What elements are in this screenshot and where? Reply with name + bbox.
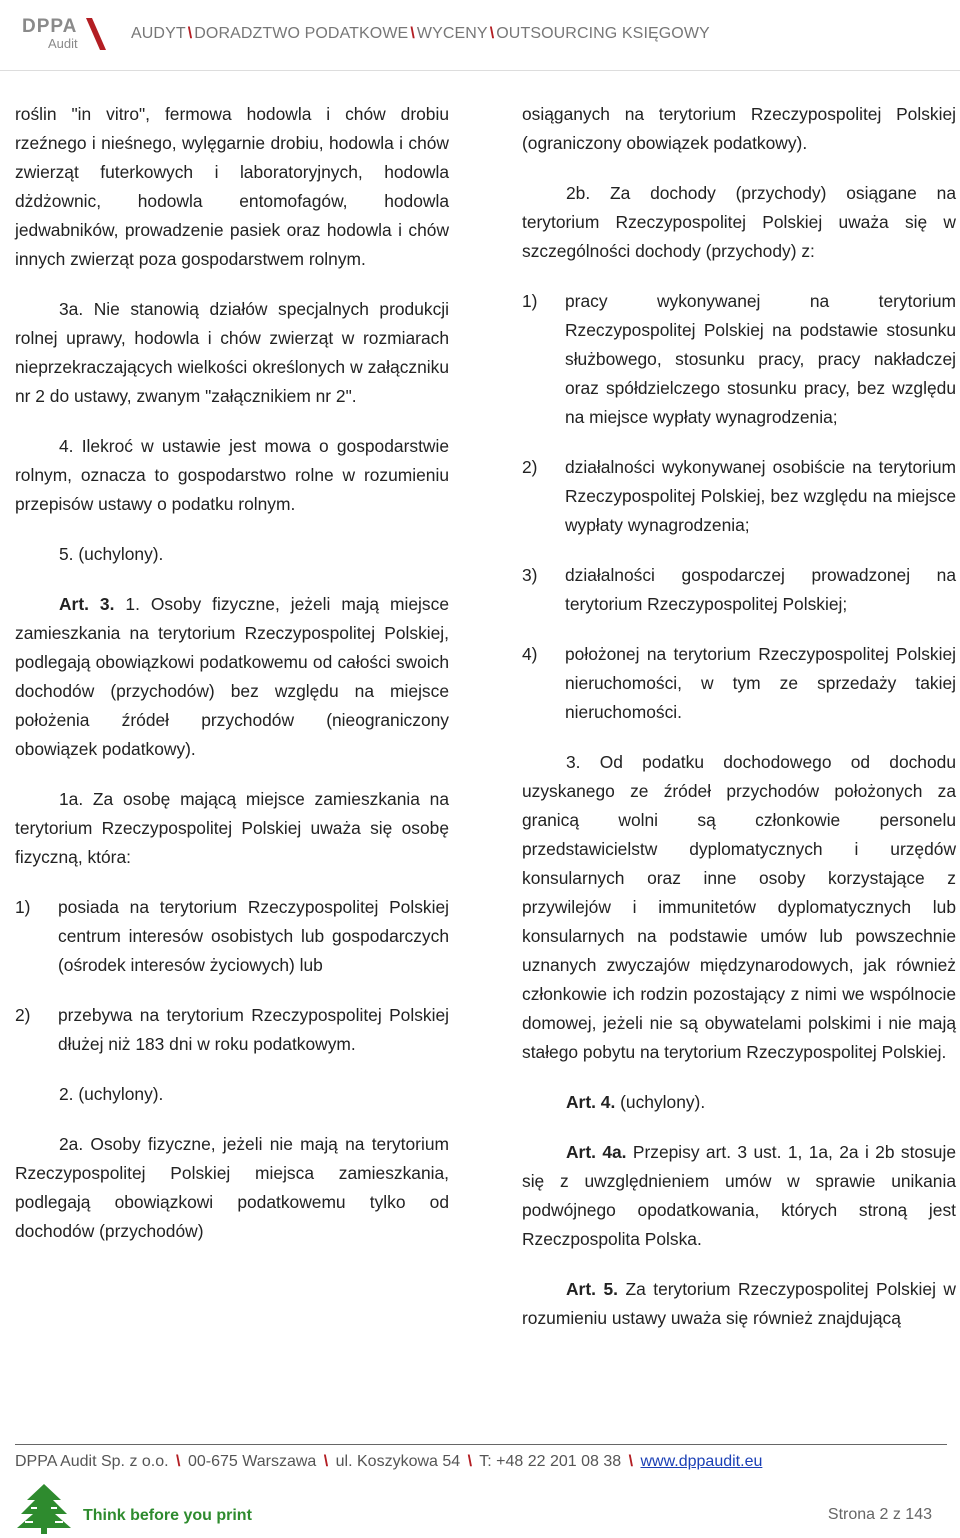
list-item [15,893,449,980]
footer-company: DPPA Audit Sp. z o.o. [15,1453,169,1470]
page-header [0,0,960,70]
eco-slogan: Think before you print [83,1507,252,1524]
list-item [522,287,956,432]
nav-separator: \ [410,25,415,42]
right-column [522,100,956,1354]
paragraph: 1a. Za osobę mającą miejsce zamieszkania na terytorium Rzeczypospolitej Polskiej uważa się osobę fizyczną, która: [15,789,449,867]
article-text: (uchylony). [615,1092,706,1112]
logo-slash-icon [80,14,110,54]
footer-phone: T: +48 22 201 08 38 [479,1453,622,1470]
paragraph: 3a. Nie stanowią działów specjalnych produkcji rolnej uprawy, hodowla i chów zwierząt w rozmiarach nieprzekraczających wielkości określonych w załączniku nr 2 do ustawy, zwanym "załącznikiem nr 2". [15,299,449,406]
list-number: 1) [522,291,538,311]
left-column [15,100,449,1267]
paragraph: 5. (uchylony). [59,544,164,564]
nav-item-audit[interactable]: AUDYT [131,25,186,42]
article-text: 1. Osoby fizyczne, jeżeli mają miejsce zamieszkania na terytorium Rzeczypospolitej Polskiej, podlegają obowiązkowi podatkowemu od całości swoich dochodów (przychodów) bez względu na miejsce położenia źródeł przychodów (nieograniczony obowiązek podatkowy). [15,594,449,759]
header-divider [0,70,960,71]
article-3-paragraph [15,590,449,764]
article-text: Przepisy art. 3 ust. 1, 1a, 2a i 2b stosuje się z uwzględnieniem umów w sprawie unikania podwójnego opodatkowania, których stroną jest Rzeczpospolita Polska. [522,1142,956,1249]
nav-separator: \ [489,25,495,42]
nav-item-accounting-outsourcing[interactable]: OUTSOURCING KSIĘGOWY [496,25,710,42]
article-label: Art. 4a. [566,1142,627,1162]
tree-icon [15,1482,73,1534]
list-item [15,1001,449,1059]
list-text: działalności wykonywanej osobiście na terytorium Rzeczypospolitej Polskiej, bez względu na miejsce wypłaty wynagrodzenia; [565,457,956,535]
footer-website-link[interactable]: www.dppaudit.eu [640,1453,763,1470]
article-4a-paragraph [522,1138,956,1254]
footer-street: ul. Koszykowa 54 [335,1453,461,1470]
footer-separator: \ [323,1453,329,1470]
list-number: 2) [522,457,538,477]
logo-sub-text: Audit [48,36,78,51]
article-4-paragraph [522,1088,956,1117]
paragraph: osiąganych na terytorium Rzeczypospolitej Polskiej (ograniczony obowiązek podatkowy). [522,104,956,153]
list-text: przebywa na terytorium Rzeczypospolitej Polskiej dłużej niż 183 dni w roku podatkowym. [58,1005,449,1054]
article-label: Art. 3. [59,594,115,614]
list-item [522,640,956,727]
footer-separator: \ [176,1453,181,1470]
list-text: działalności gospodarczej prowadzonej na terytorium Rzeczypospolitej Polskiej; [565,565,956,614]
list-text: pracy wykonywanej na terytorium Rzeczypospolitej Polskiej na podstawie stosunku służbowego, stosunku pracy, pracy nakładczej oraz spółdzielczego stosunku pracy, bez względu na miejsce wypłaty wynagrodzenia; [565,291,956,427]
footer-address: 00-675 Warszawa [187,1453,317,1470]
list-item [522,453,956,540]
list-number: 2) [15,1005,31,1025]
paragraph: roślin "in vitro", fermowa hodowla i chów drobiu rzeźnego i nieśnego, wylęgarnie drobiu, hodowla i chów zwierząt futerkowych i laboratoryjnych, hodowla dżdżownic, hodowla entomofagów, hodowla jedwabników, prowadzenie pasiek oraz hodowla i chów innych zwierząt poza gospodarstwem rolnym. [15,104,449,269]
paragraph: 2b. Za dochody (przychody) osiągane na terytorium Rzeczypospolitej Polskiej uważa się w szczególności dochody (przychody) z: [522,183,956,261]
paragraph: 3. Od podatku dochodowego od dochodu uzyskanego ze źródeł przychodów położonych za granicą wolni są członkowie personelu przedstawicielstw dyplomatycznych i urzędów konsularnych oraz inne osoby korzystające z przywilejów i immunitetów dyplomatycznych lub konsularnych na podstawie umów lub powszechnie uznanych zwyczajów międzynarodowych, jak również członkowie ich rodzin pozostający z nimi we wspólnocie domowej, jeżeli nie są obywatelami polskimi i nie mają stałego pobytu na terytorium Rzeczypospolitej Polskiej. [522,752,956,1062]
paragraph: 2a. Osoby fizyczne, jeżeli nie mają na terytorium Rzeczypospolitej Polskiej miejsca zamieszkania, podlegają obowiązkowi podatkowemu tylko od dochodów (przychodów) [15,1134,449,1241]
services-nav [131,25,710,43]
footer-separator: \ [467,1453,473,1470]
list-text: posiada na terytorium Rzeczypospolitej Polskiej centrum interesów osobistych lub gospodarczych (ośrodek interesów życiowych) lub [58,897,449,975]
page-number: Strona 2 z 143 [827,1506,932,1523]
article-label: Art. 4. [566,1092,616,1112]
nav-item-valuations[interactable]: WYCENY [416,25,488,42]
paragraph: 2. (uchylony). [59,1084,164,1104]
footer-contact [15,1453,762,1471]
article-5-paragraph [522,1275,956,1333]
list-number: 1) [15,897,31,917]
paragraph: 4. Ilekroć w ustawie jest mowa o gospodarstwie rolnym, oznacza to gospodarstwo rolne w rozumieniu przepisów ustawy o podatku rolnym. [15,436,449,514]
nav-separator: \ [187,25,193,42]
footer-divider [15,1444,947,1445]
footer-separator: \ [628,1453,634,1470]
nav-item-tax-advisory[interactable]: DORADZTWO PODATKOWE [194,25,409,42]
list-text: położonej na terytorium Rzeczypospolitej Polskiej nieruchomości, w tym ze sprzedaży takiej nieruchomości. [565,644,956,722]
company-logo[interactable] [22,14,102,54]
article-text: Za terytorium Rzeczypospolitej Polskiej w rozumieniu ustawy uważa się również znajdującą [522,1279,956,1328]
list-number: 4) [522,644,538,664]
logo-main-text: DPPA [22,16,78,37]
article-label: Art. 5. [566,1279,618,1299]
list-number: 3) [522,565,538,585]
list-item [522,561,956,619]
